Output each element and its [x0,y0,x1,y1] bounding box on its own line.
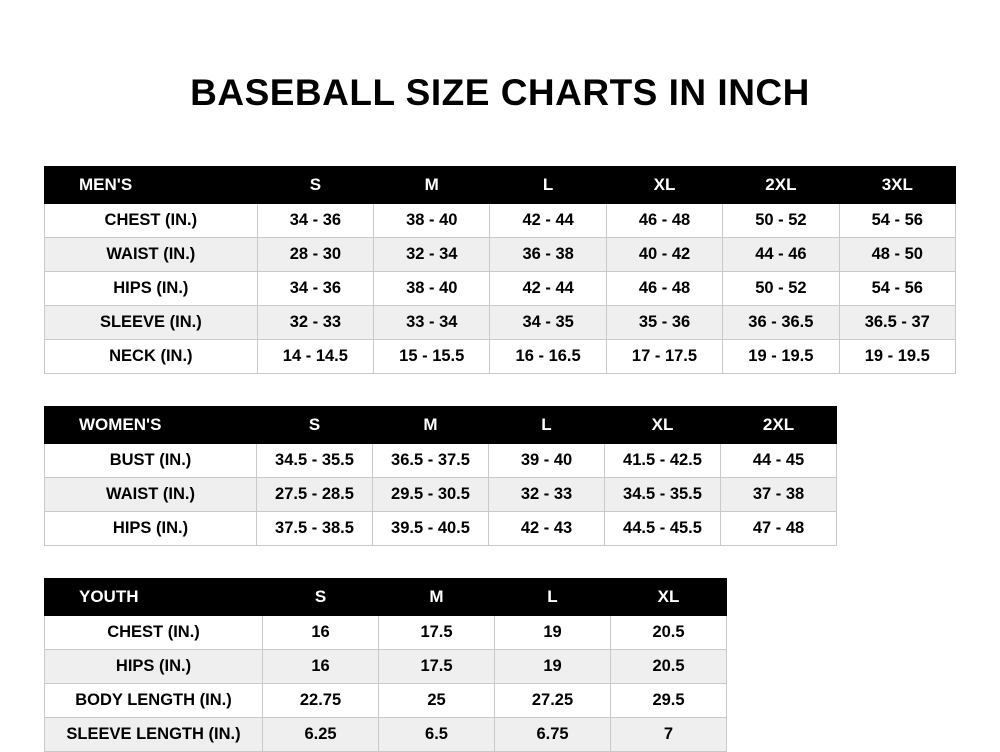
cell: 34.5 - 35.5 [257,444,373,478]
table-row [45,684,727,718]
youth-table-head [45,579,727,616]
cell: 16 [263,650,379,684]
cell: 27.5 - 28.5 [257,478,373,512]
tables-container [0,166,1000,752]
cell: 36 - 38 [490,238,606,272]
cell: 37 - 38 [721,478,837,512]
youth-table-body [45,616,727,752]
mens-header-m: M [374,167,490,204]
row-label: HIPS (IN.) [45,272,258,306]
table-row [45,478,837,512]
cell: 36.5 - 37 [839,306,955,340]
cell: 20.5 [611,650,727,684]
cell: 6.5 [379,718,495,752]
mens-table-body [45,204,956,374]
row-label: HIPS (IN.) [45,650,263,684]
cell: 39 - 40 [489,444,605,478]
table-header-row [45,579,727,616]
cell: 38 - 40 [374,204,490,238]
cell: 16 [263,616,379,650]
cell: 34.5 - 35.5 [605,478,721,512]
row-label: WAIST (IN.) [45,238,258,272]
cell: 29.5 - 30.5 [373,478,489,512]
cell: 17.5 [379,616,495,650]
row-label: CHEST (IN.) [45,616,263,650]
mens-header-s: S [257,167,373,204]
cell: 42 - 44 [490,204,606,238]
youth-size-table [44,578,727,752]
table-row [45,512,837,546]
table-row [45,616,727,650]
womens-table-body [45,444,837,546]
cell: 46 - 48 [606,204,722,238]
row-label: HIPS (IN.) [45,512,257,546]
table-row [45,238,956,272]
row-label: NECK (IN.) [45,340,258,374]
cell: 36.5 - 37.5 [373,444,489,478]
cell: 28 - 30 [257,238,373,272]
cell: 48 - 50 [839,238,955,272]
cell: 29.5 [611,684,727,718]
cell: 32 - 33 [489,478,605,512]
table-row [45,650,727,684]
row-label: WAIST (IN.) [45,478,257,512]
cell: 22.75 [263,684,379,718]
cell: 19 [495,616,611,650]
cell: 41.5 - 42.5 [605,444,721,478]
cell: 15 - 15.5 [374,340,490,374]
cell: 39.5 - 40.5 [373,512,489,546]
cell: 50 - 52 [723,272,839,306]
table-row [45,306,956,340]
mens-table-head [45,167,956,204]
mens-header-3xl: 3XL [839,167,955,204]
cell: 19 - 19.5 [723,340,839,374]
cell: 44 - 46 [723,238,839,272]
table-row [45,340,956,374]
cell: 44 - 45 [721,444,837,478]
cell: 34 - 36 [257,272,373,306]
cell: 17 - 17.5 [606,340,722,374]
youth-header-category: YOUTH [45,579,263,616]
youth-header-xl: XL [611,579,727,616]
cell: 37.5 - 38.5 [257,512,373,546]
page-title: BASEBALL SIZE CHARTS IN INCH [190,72,810,113]
cell: 40 - 42 [606,238,722,272]
cell: 38 - 40 [374,272,490,306]
cell: 34 - 36 [257,204,373,238]
mens-size-table [44,166,956,374]
cell: 35 - 36 [606,306,722,340]
womens-header-xl: XL [605,407,721,444]
cell: 6.25 [263,718,379,752]
cell: 34 - 35 [490,306,606,340]
cell: 50 - 52 [723,204,839,238]
cell: 27.25 [495,684,611,718]
row-label: BUST (IN.) [45,444,257,478]
table-header-row [45,407,837,444]
womens-header-l: L [489,407,605,444]
cell: 46 - 48 [606,272,722,306]
row-label: SLEEVE LENGTH (IN.) [45,718,263,752]
cell: 47 - 48 [721,512,837,546]
womens-size-table [44,406,837,546]
table-row [45,444,837,478]
table-row [45,272,956,306]
mens-header-l: L [490,167,606,204]
table-row [45,204,956,238]
cell: 25 [379,684,495,718]
mens-header-category: MEN'S [45,167,258,204]
cell: 14 - 14.5 [257,340,373,374]
cell: 17.5 [379,650,495,684]
cell: 19 - 19.5 [839,340,955,374]
cell: 54 - 56 [839,204,955,238]
womens-header-s: S [257,407,373,444]
cell: 20.5 [611,616,727,650]
youth-header-l: L [495,579,611,616]
youth-header-m: M [379,579,495,616]
cell: 54 - 56 [839,272,955,306]
womens-header-m: M [373,407,489,444]
cell: 33 - 34 [374,306,490,340]
cell: 42 - 44 [490,272,606,306]
cell: 7 [611,718,727,752]
cell: 42 - 43 [489,512,605,546]
cell: 44.5 - 45.5 [605,512,721,546]
womens-header-category: WOMEN'S [45,407,257,444]
table-row [45,718,727,752]
cell: 32 - 34 [374,238,490,272]
cell: 19 [495,650,611,684]
row-label: CHEST (IN.) [45,204,258,238]
mens-header-xl: XL [606,167,722,204]
mens-header-2xl: 2XL [723,167,839,204]
youth-header-s: S [263,579,379,616]
cell: 36 - 36.5 [723,306,839,340]
table-header-row [45,167,956,204]
cell: 6.75 [495,718,611,752]
womens-header-2xl: 2XL [721,407,837,444]
womens-table-head [45,407,837,444]
cell: 16 - 16.5 [490,340,606,374]
row-label: BODY LENGTH (IN.) [45,684,263,718]
row-label: SLEEVE (IN.) [45,306,258,340]
cell: 32 - 33 [257,306,373,340]
